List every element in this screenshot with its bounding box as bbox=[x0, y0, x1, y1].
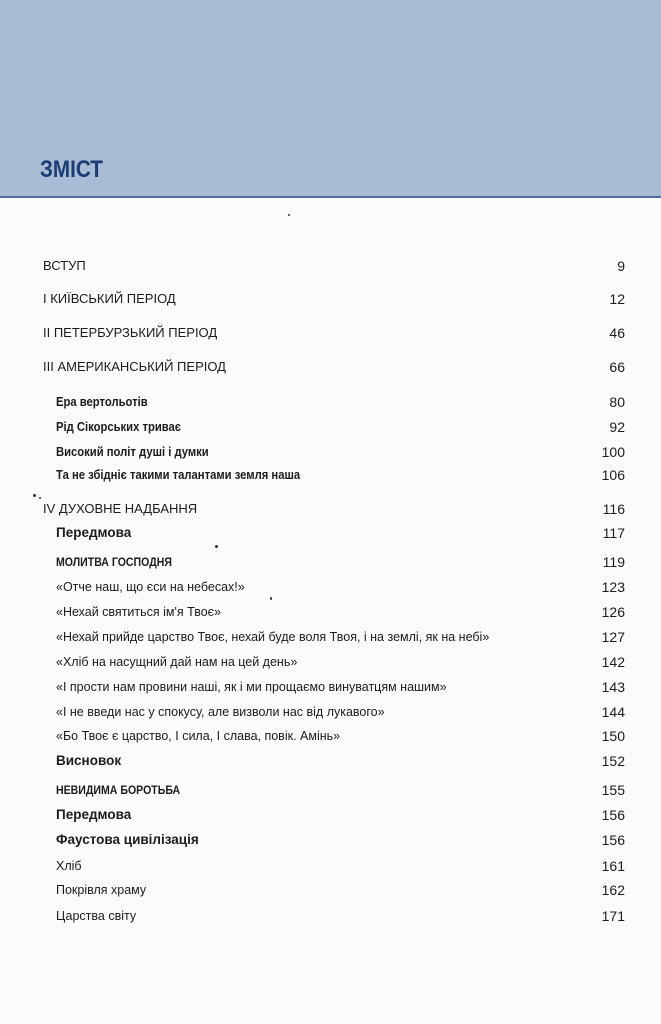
toc-entry-lords-prayer[interactable] bbox=[0, 551, 661, 573]
toc-entry-label: «І не введи нас у спокусу, але визволи нас від лукавого» bbox=[56, 705, 385, 719]
toc-entry-page: 92 bbox=[609, 419, 625, 435]
toc-entry-page: 117 bbox=[602, 525, 625, 541]
toc-entry-page: 144 bbox=[601, 704, 625, 720]
toc-entry-label: Високий політ душі і думки bbox=[56, 445, 209, 459]
toc-entry-kyiv-period[interactable] bbox=[0, 288, 661, 310]
toc-entry-amen[interactable] bbox=[0, 725, 661, 747]
toc-entry-page: 100 bbox=[601, 444, 625, 460]
toc-entry-page: 106 bbox=[601, 467, 625, 483]
toc-entry-american-period[interactable] bbox=[0, 356, 661, 378]
toc-entry-helicopter-era[interactable] bbox=[0, 391, 661, 413]
toc-entry-page: 162 bbox=[601, 882, 625, 898]
toc-entry-page: 9 bbox=[617, 258, 625, 274]
toc-entry-label: МОЛИТВА ГОСПОДНЯ bbox=[56, 555, 172, 569]
toc-entry-temptation[interactable] bbox=[0, 701, 661, 723]
toc-entry-label: «Отче наш, що єси на небесах!» bbox=[56, 580, 245, 594]
toc-entry-label: Рід Сікорських триває bbox=[56, 420, 182, 434]
scan-speck bbox=[215, 545, 218, 548]
toc-entry-page: 80 bbox=[609, 394, 625, 410]
toc-entry-label: Передмова bbox=[56, 525, 132, 540]
toc-entry-daily-bread[interactable] bbox=[0, 651, 661, 673]
toc-entry-spiritual-heritage[interactable] bbox=[0, 498, 661, 520]
toc-entry-label: ІІ ПЕТЕРБУРЗЬКИЙ ПЕРІОД bbox=[43, 325, 218, 340]
toc-entry-label: Висновок bbox=[56, 753, 122, 768]
toc-entry-page: 116 bbox=[602, 501, 625, 517]
toc-entry-label: ІІІ АМЕРИКАНСЬКИЙ ПЕРІОД bbox=[43, 359, 226, 374]
toc-entry-faustian-civilization[interactable] bbox=[0, 829, 661, 851]
toc-entry-page: 123 bbox=[601, 579, 625, 595]
toc-entry-label: Та не збідніє такими талантами земля наша bbox=[56, 468, 301, 482]
toc-entry-label: ВСТУП bbox=[43, 258, 86, 273]
toc-entry-label: «Бо Твоє є царство, І сила, І слава, повік. Амінь» bbox=[56, 729, 341, 743]
toc-entry-page: 46 bbox=[609, 325, 625, 341]
toc-entry-page: 152 bbox=[601, 753, 625, 769]
toc-entry-sikorsky-family[interactable] bbox=[0, 416, 661, 438]
toc-entry-label: «Нехай святиться ім'я Твоє» bbox=[56, 605, 221, 619]
toc-entry-page: 156 bbox=[601, 807, 625, 823]
toc-entry-our-father[interactable] bbox=[0, 576, 661, 598]
toc-entry-page: 12 bbox=[609, 291, 625, 307]
toc-entry-invisible-warfare[interactable] bbox=[0, 779, 661, 801]
toc-entry-page: 142 bbox=[601, 654, 625, 670]
toc-entry-label: І КИЇВСЬКИЙ ПЕРІОД bbox=[43, 291, 176, 306]
toc-entry-temple-roof[interactable] bbox=[0, 879, 661, 901]
toc-entry-preface-2[interactable] bbox=[0, 804, 661, 826]
toc-entry-label: IV ДУХОВНЕ НАДБАННЯ bbox=[43, 501, 198, 516]
toc-entry-kingdoms-of-world[interactable] bbox=[0, 905, 661, 927]
toc-entry-petersburg-period[interactable] bbox=[0, 322, 661, 344]
toc-entry-page: 126 bbox=[601, 604, 625, 620]
toc-entry-label: «Хліб на насущний дай нам на цей день» bbox=[56, 655, 298, 669]
toc-entry-label: Передмова bbox=[56, 807, 132, 822]
toc-entry-talents[interactable] bbox=[0, 464, 661, 486]
toc-entry-page: 150 bbox=[601, 728, 625, 744]
toc-entry-page: 171 bbox=[601, 908, 625, 924]
toc-entry-label: Покрівля храму bbox=[56, 883, 147, 897]
scan-speck bbox=[270, 597, 272, 600]
page-title: ЗМІСТ bbox=[40, 156, 103, 183]
toc-entry-label: Царства світу bbox=[56, 909, 137, 923]
toc-entry-thy-kingdom[interactable] bbox=[0, 626, 661, 648]
scan-speck bbox=[39, 497, 41, 499]
scan-speck bbox=[288, 214, 290, 216]
toc-entry-high-flight[interactable] bbox=[0, 441, 661, 463]
toc-entry-page: 143 bbox=[601, 679, 625, 695]
scan-speck bbox=[33, 494, 36, 497]
toc-entry-forgive[interactable] bbox=[0, 676, 661, 698]
toc-entry-page: 119 bbox=[602, 554, 625, 570]
toc-entry-label: Хліб bbox=[56, 859, 82, 873]
toc-entry-label: НЕВИДИМА БОРОТЬБА bbox=[56, 783, 181, 797]
toc-entry-label: «Нехай прийде царство Твоє, нехай буде воля Твоя, і на землі, як на небі» bbox=[56, 630, 490, 644]
toc-entry-page: 127 bbox=[601, 629, 625, 645]
toc-entry-page: 156 bbox=[601, 832, 625, 848]
toc-entry-page: 66 bbox=[609, 359, 625, 375]
toc-entry-label: Фаустова цивілізація bbox=[56, 832, 199, 847]
toc-entry-preface[interactable] bbox=[0, 522, 661, 544]
toc-entry-label: «І прости нам провини наші, як і ми прощаємо винуватцям нашим» bbox=[56, 680, 447, 694]
toc-entry-page: 155 bbox=[601, 782, 625, 798]
toc-entry-conclusion[interactable] bbox=[0, 750, 661, 772]
toc-entry-hallowed[interactable] bbox=[0, 601, 661, 623]
toc-entry-intro[interactable] bbox=[0, 255, 661, 277]
toc-entry-label: Ера вертольотів bbox=[56, 395, 148, 409]
toc-entry-bread[interactable] bbox=[0, 855, 661, 877]
toc-entry-page: 161 bbox=[601, 858, 625, 874]
